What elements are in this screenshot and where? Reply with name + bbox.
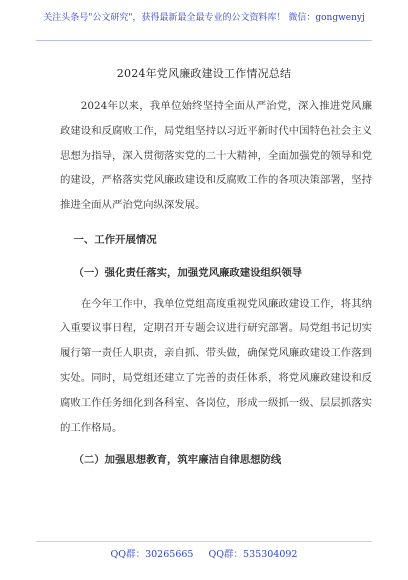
footer-contact bbox=[0, 548, 408, 562]
intro-paragraph: 2024年以来，我单位始终坚持全面从严治党，深入推进党风廉政建设和反腐败工作，局党组坚持以习近平新时代中国特色社会主义思想为指导，深入贯彻落实党的二十大精神，全面加强党的领导和党的建设，严格落实党风廉政建设和反腐败工作的各项决策部署，坚持推进全面从严治党向纵深发展。 bbox=[60, 100, 372, 212]
footer-divider bbox=[36, 541, 372, 542]
subsection-1-paragraph: 在今年工作中，我单位党组高度重视党风廉政建设工作，将其纳入重要议事日程，定期召开专题会议进行研究部署。局党组书记切实履行第一责任人职责，亲自抓、带头做，确保党风廉政建设工作落到实处。同时，局党组还建立了完善的责任体系，将党风廉政建设和反腐败工作任务细化到各科室、各岗位，形成一级抓一级、层层抓落实的工作格局。 bbox=[60, 297, 372, 434]
section-heading-1: 一、工作开展情况 bbox=[73, 233, 157, 246]
subsection-heading-1: （一）强化责任落实，加强党风廉政建设组织领导 bbox=[73, 266, 303, 279]
footer-qq-group-1: QQ群：30265665 bbox=[110, 549, 194, 560]
document-title: 2024年党风廉政建设工作情况总结 bbox=[116, 67, 292, 80]
subsection-heading-2: （二）加强思想教育，筑牢廉洁自律思想防线 bbox=[73, 454, 282, 467]
header-divider bbox=[36, 40, 372, 41]
document-body bbox=[60, 94, 372, 473]
header-promo-text: 关注头条号"公文研究"，获得最新最全最专业的公文资料库！ 微信：gongwenyj bbox=[43, 13, 365, 23]
footer-qq-group-2: QQ群：535304092 bbox=[208, 549, 298, 560]
